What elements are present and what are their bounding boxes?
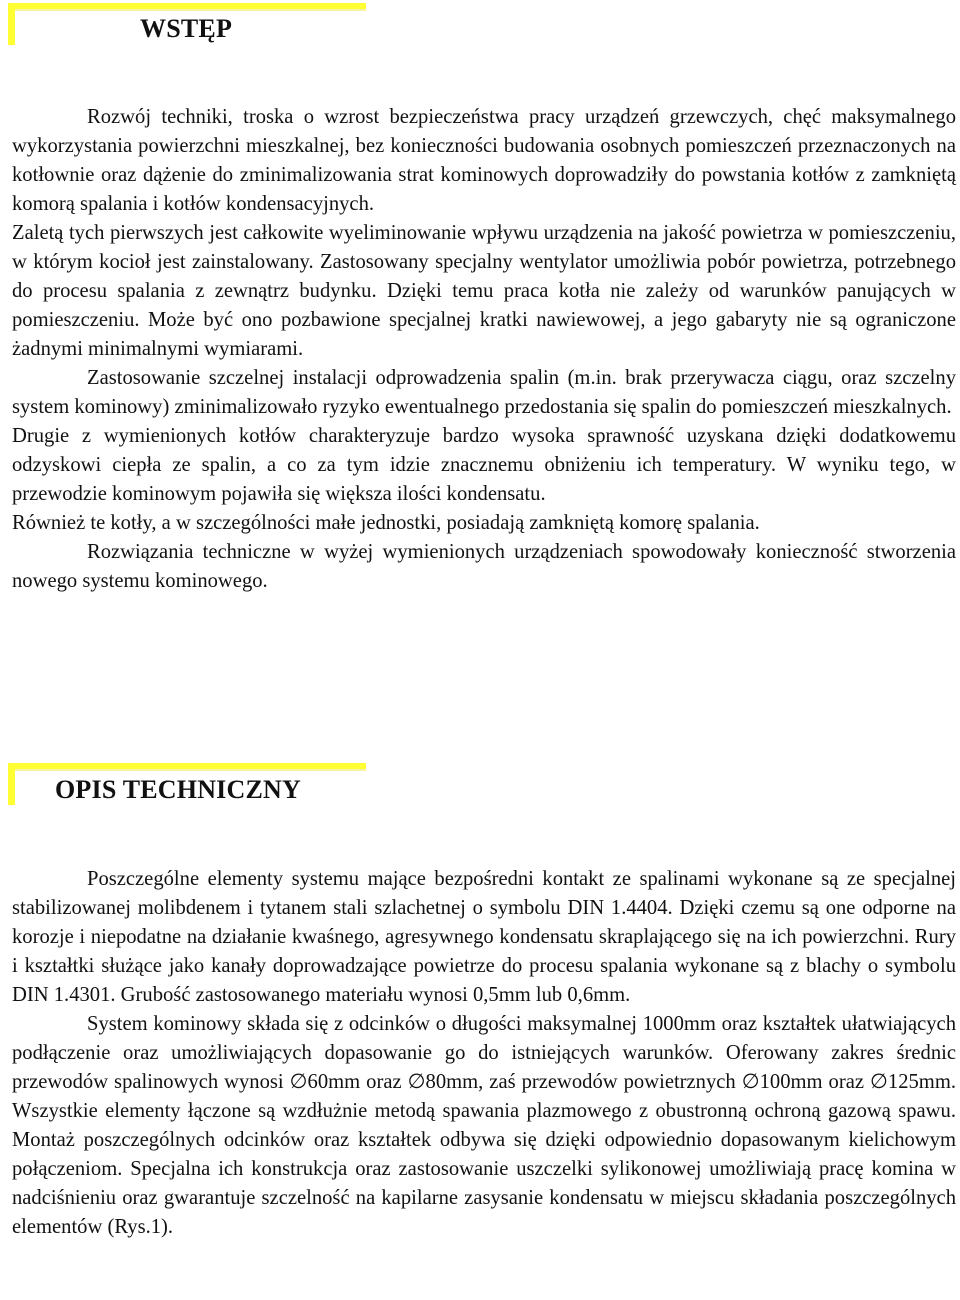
heading-wstep: WSTĘP <box>140 14 233 43</box>
heading-bar-top <box>8 3 366 9</box>
paragraph: Drugie z wymienionych kotłów charakteryzuje bardzo wysoka sprawność uzyskana dzięki dodatkowemu odzyskowi ciepła ze spalin, a co za tym idzie znacznemu obniżeniu ich temperatury. W wyniku tego, w przewodzie kominowym pojawiła się większa ilości kondensatu. <box>12 425 956 505</box>
heading-bar-left <box>8 763 15 805</box>
section-wstep-body <box>12 103 956 596</box>
paragraph: Zaletą tych pierwszych jest całkowite wyeliminowanie wpływu urządzenia na jakość powietrza w pomieszczeniu, w którym kocioł jest zainstalowany. Zastosowany specjalny wentylator umożliwia pobór powietrza, potrzebnego do procesu spalania z zewnątrz budynku. Dzięki temu praca kotła nie zależy od warunków panujących w pomieszczeniu. Może być ono pozbawione specjalnej kratki nawiewowej, a jego gabaryty nie są ograniczone żadnymi minimalnymi wymiarami. <box>12 222 956 360</box>
paragraph: Zastosowanie szczelnej instalacji odprowadzenia spalin (m.in. brak przerywacza ciągu, oraz szczelny system kominowy) zminimalizowało ryzyko ewentualnego przedostania się spalin do pomieszczeń mieszkalnych. <box>12 367 956 418</box>
heading-bar-top <box>8 763 366 769</box>
paragraph: System kominowy składa się z odcinków o długości maksymalnej 1000mm oraz kształtek ułatwiających podłączenie oraz umożliwiających dopasowanie go do istniejących warunków. Oferowany zakres średnic przewodów spalinowych wynosi ∅60mm oraz ∅80mm, zaś przewodów powietrznych ∅100mm oraz ∅125mm. Wszystkie elementy łączone są wzdłużnie metodą spawania plazmowego z obustronną ochroną gazową spawu. Montaż poszczególnych odcinków oraz kształtek odbywa się dzięki odpowiednio dopasowanym kielichowym połączeniom. Specjalna ich konstrukcja oraz zastosowanie uszczelki sylikonowej umożliwiają pracę komina w nadciśnieniu oraz gwarantuje szczelność na kapilarne zasysanie kondensatu w miejscu składania poszczególnych elementów (Rys.1). <box>12 1013 956 1238</box>
paragraph: Rozwój techniki, troska o wzrost bezpieczeństwa pracy urządzeń grzewczych, chęć maksymalnego wykorzystania powierzchni mieszkalnej, bez konieczności budowania osobnych pomieszczeń przeznaczonych na kotłownie oraz dążenie do zminimalizowania strat kominowych doprowadziły do powstania kotłów z zamkniętą komorą spalania i kotłów kondensacyjnych. <box>12 106 956 215</box>
paragraph: Rozwiązania techniczne w wyżej wymienionych urządzeniach spowodowały konieczność stworzenia nowego systemu kominowego. <box>12 541 956 592</box>
paragraph: Poszczególne elementy systemu mające bezpośredni kontakt ze spalinami wykonane są ze specjalnej stabilizowanej molibdenem i tytanem stali szlachetnej o symbolu DIN 1.4404. Dzięki czemu są one odporne na korozje i niepodatne na działanie kwaśnego, agresywnego kondensatu skraplającego się na ich powierzchni. Rury i kształtki służące jako kanały doprowadzające powietrze do procesu spalania wykonane są z blachy o symbolu DIN 1.4301. Grubość zastosowanego materiału wynosi 0,5mm lub 0,6mm. <box>12 868 956 1006</box>
heading-bar-left <box>8 3 15 45</box>
heading-opis-techniczny: OPIS TECHNICZNY <box>55 775 301 804</box>
paragraph: Również te kotły, a w szczególności małe jednostki, posiadają zamkniętą komorę spalania. <box>12 512 760 534</box>
section-opis-body <box>12 865 956 1242</box>
